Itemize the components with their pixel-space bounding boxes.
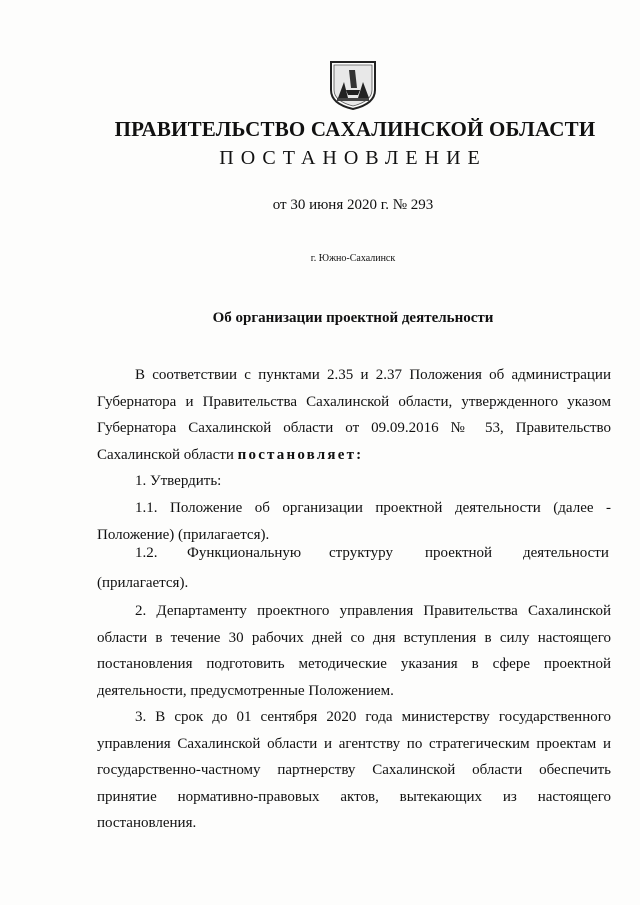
item-1-2-word: деятельности xyxy=(523,545,609,561)
document-city: г. Южно-Сахалинск xyxy=(310,253,396,264)
item-1-1: 1.1. Положение об организации проектной деятельности (далее - Положение) (прилагается). xyxy=(97,500,611,543)
document-date-number: от 30 июня 2020 г. № 293 xyxy=(272,197,434,213)
item-1: 1. Утвердить: xyxy=(135,473,222,489)
item-1-2-tail: (прилагается). xyxy=(97,575,189,591)
item-2: 2. Департаменту проектного управления Правительства Сахалинской области в течение 30 рабочих дней со дня вступления в силу настоящего постановления подготовить методические указания в сфере проектной деятельности, предусмотренные Положением. xyxy=(97,603,611,699)
coat-of-arms-icon xyxy=(329,60,377,110)
item-1-2-number: 1.2. xyxy=(135,545,158,561)
document-subject: Об организации проектной деятельности xyxy=(212,310,494,326)
decision-word: постановляет: xyxy=(237,446,364,463)
item-1-2-word: структуру xyxy=(329,545,393,561)
item-1-2-word: Функциональную xyxy=(187,545,302,561)
document-type: ПОСТАНОВЛЕНИЕ xyxy=(219,147,487,169)
preamble-text: В соответствии с пунктами 2.35 и 2.37 Положения об администрации Губернатора и Правительства Сахалинской области, утвержденного указом Губернатора Сахалинской области от 09.09.2016 № 53, Правительство Сахалинской области xyxy=(97,367,611,463)
item-1-2-word: проектной xyxy=(425,545,493,561)
item-3: 3. В срок до 01 сентября 2020 года министерству государственного управления Сахалинской области и агентству по стратегическим проектам и государственно-частному партнерству Сахалинской области обеспечить принятие нормативно-правовых актов, вытекающих из настоящего постановления. xyxy=(97,709,611,832)
preamble-paragraph xyxy=(97,362,611,468)
government-name: ПРАВИТЕЛЬСТВО САХАЛИНСКОЙ ОБЛАСТИ xyxy=(114,117,596,141)
